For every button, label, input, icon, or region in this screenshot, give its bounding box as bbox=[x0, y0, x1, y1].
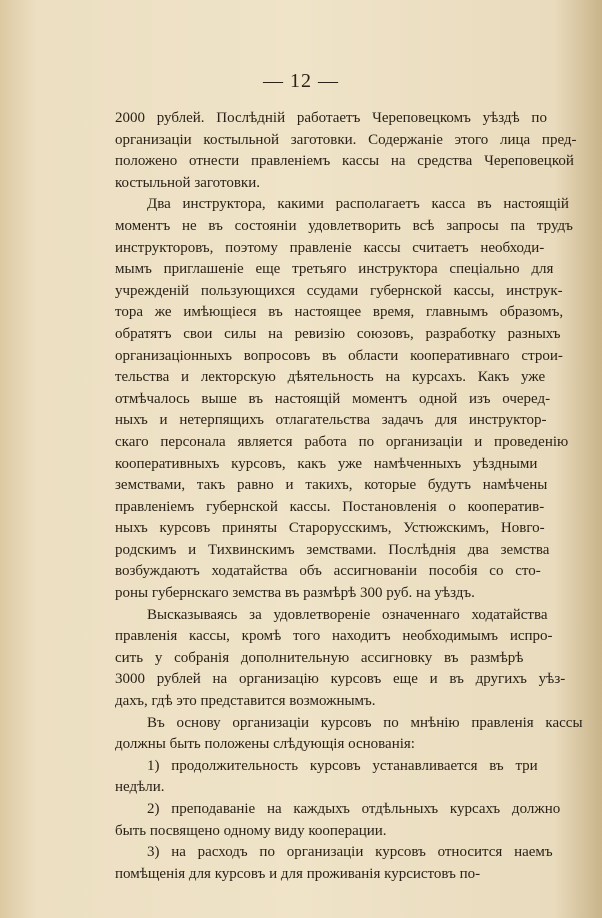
text-line: ныхъ и нетерпящихъ отлагательства задачъ для инструктор- bbox=[115, 412, 547, 429]
text-line: роны губернскаго земства въ размѣрѣ 300 руб. на уѣздъ. bbox=[115, 585, 475, 602]
text-line: мымъ приглашеніе еще третьяго инструктора спеціально для bbox=[115, 261, 554, 278]
text-line: Высказываясь за удовлетвореніе означеннаго ходатайства bbox=[147, 606, 548, 623]
text-line: тора же имѣющіеся въ настоящее время, главнымъ образомъ, bbox=[115, 304, 564, 321]
text-line: земствами, такъ равно и такихъ, которые будутъ намѣчены bbox=[115, 477, 548, 494]
text-line: помѣщенія для курсовъ и для проживанія курсистовъ по- bbox=[115, 865, 481, 882]
text-line: ныхъ курсовъ приняты Старорусскимъ, Устюжскимъ, Новго- bbox=[115, 520, 545, 537]
text-line: 3) на расходъ по организаціи курсовъ относится наемъ bbox=[147, 844, 553, 861]
text-line: скаго персонала является работа по организаціи и проведенію bbox=[115, 433, 569, 450]
text-line: возбуждаютъ ходатайства объ ассигнованіи пособія со сто- bbox=[115, 563, 541, 580]
text-line: моментъ не въ состояніи удовлетворить всѣ запросы па трудъ bbox=[115, 217, 573, 234]
text-line: 1) продолжительность курсовъ устанавливается въ три bbox=[147, 757, 538, 774]
text-line: должны быть положены слѣдующія основанія: bbox=[115, 736, 415, 753]
text-line: обратятъ свои силы на ревизію союзовъ, разработку разныхъ bbox=[115, 325, 561, 342]
text-line: недѣли. bbox=[115, 779, 165, 796]
text-line: правленіемъ губернской кассы. Постановленія о кооператив- bbox=[115, 498, 545, 515]
text-line: Два инструктора, какими располагаетъ касса въ настоящій bbox=[147, 196, 569, 213]
text-line: положено отнести правленіемъ кассы на средства Череповецкой bbox=[115, 153, 574, 170]
text-line: правленія кассы, кромѣ того находитъ необходимымъ испро- bbox=[115, 628, 553, 645]
text-line: Въ основу организаціи курсовъ по мнѣнію правленія кассы bbox=[147, 714, 583, 731]
text-line: отмѣчалось выше въ настоящій моментъ одной изъ очеред- bbox=[115, 390, 551, 407]
page-number: — 12 — bbox=[263, 70, 339, 92]
text-line: дахъ, гдѣ это представится возможнымъ. bbox=[115, 693, 376, 710]
text-line: сить у собранія дополнительную ассигновку въ размѣрѣ bbox=[115, 649, 524, 666]
body-text bbox=[115, 108, 595, 885]
text-line: костыльной заготовки. bbox=[115, 174, 260, 191]
text-line: 2000 рублей. Послѣдній работаетъ Череповецкомъ уѣздѣ по bbox=[115, 110, 547, 126]
text-line: кооперативныхъ курсовъ, какъ уже намѣченныхъ уѣздными bbox=[115, 455, 538, 472]
text-line: инструкторовъ, поэтому правленіе кассы считаетъ необходи- bbox=[115, 239, 545, 256]
text-line: организаціи костыльной заготовки. Содержаніе этого лица пред- bbox=[115, 131, 577, 148]
text-line: быть посвящено одному виду кооперации. bbox=[115, 822, 387, 839]
text-line: родскимъ и Тихвинскимъ земствами. Послѣднія два земства bbox=[115, 541, 550, 558]
text-line: тельства и лекторскую дѣятельность на курсахъ. Какъ уже bbox=[115, 369, 546, 386]
text-line: 2) преподаваніе на каждыхъ отдѣльныхъ курсахъ должно bbox=[147, 801, 561, 817]
text-line: организаціонныхъ вопросовъ въ области кооперативнаго строи- bbox=[115, 347, 563, 364]
text-line: 3000 рублей на организацію курсовъ еще и въ другихъ уѣз- bbox=[115, 671, 566, 688]
text-line: учрежденій пользующихся ссудами губернской кассы, инструк- bbox=[115, 282, 563, 299]
